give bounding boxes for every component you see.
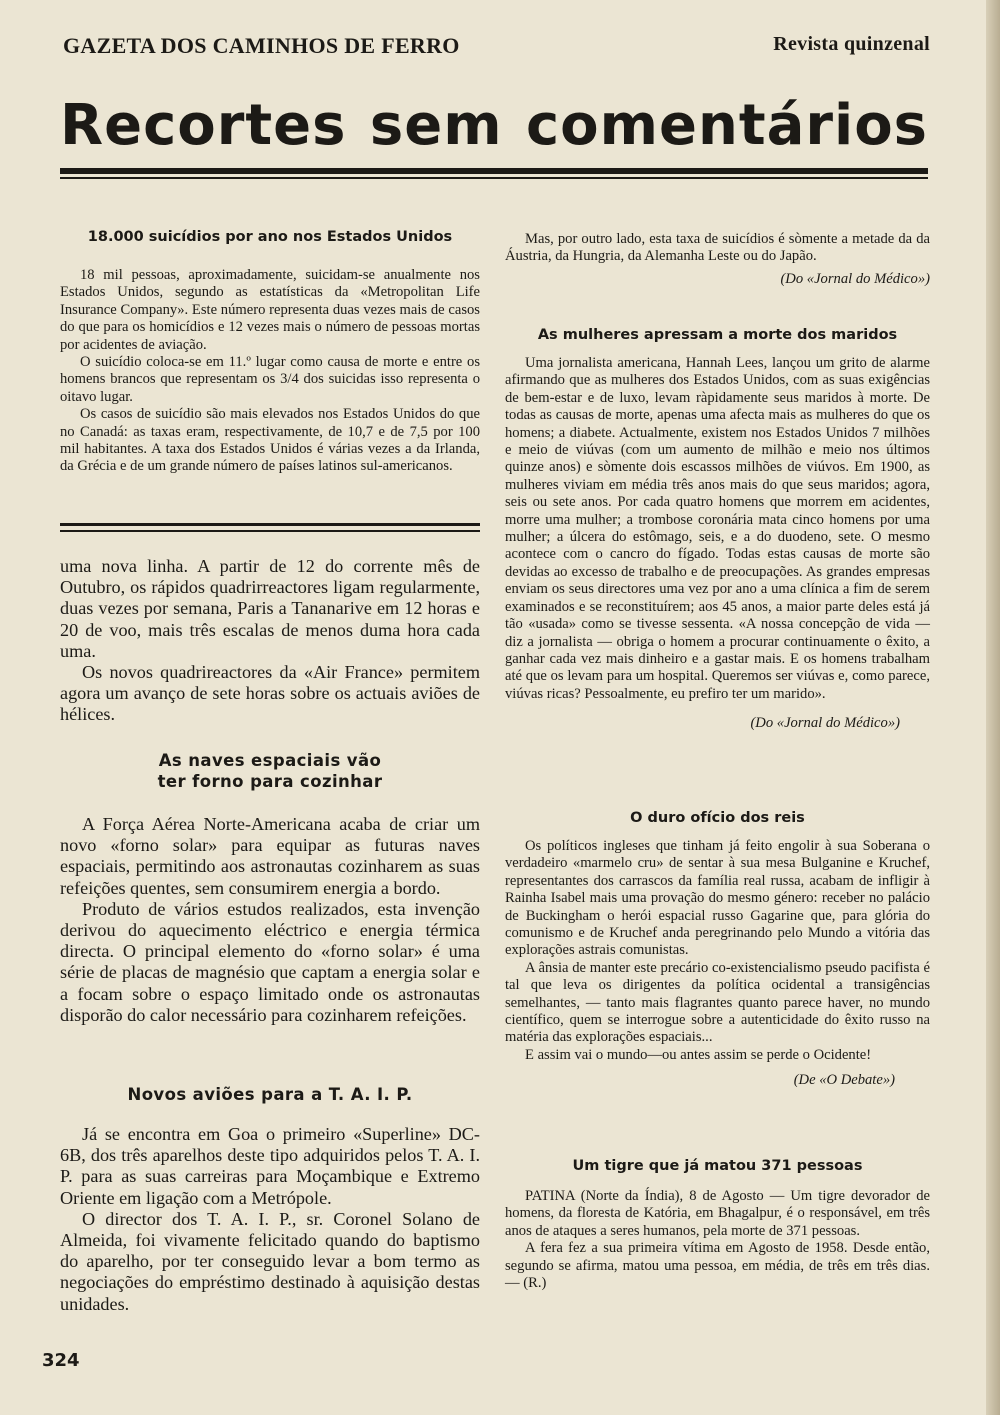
masthead-rule-thin	[60, 177, 928, 179]
article-space-ovens	[60, 750, 480, 1026]
section-title: Recortes sem comentários	[60, 93, 928, 158]
article-title: O duro ofício dos reis	[630, 810, 805, 826]
article-title: Um tigre que já matou 371 pessoas	[572, 1158, 863, 1174]
article-paragraph: Os casos de suicídio são mais elevados nos Estados Unidos do que no Canadá: as taxas eram, respectivamente, de 10,7 e de 7,5 por 100 mil habitantes. A taxa dos Estados Unidos é várias vezes a da Irlanda, da Grécia e de um grande número de países latinos sul-americanos.	[60, 406, 480, 475]
article-paragraph: Já se encontra em Goa o primeiro «Superline» DC-6B, dos três aparelhos deste tipo adquiridos pelos T. A. I. P. para as suas carreiras para Moçambique e Extremo Oriente em ligação com a Metrópole.	[60, 1124, 480, 1208]
article-suicides	[60, 229, 480, 476]
article-paragraph: Uma jornalista americana, Hannah Lees, lançou um grito de alarme afirmando que as mulheres dos Estados Unidos, com as suas exigências de bem-estar e de luxo, levam ràpidamente seus maridos à morte. De todas as causas de morte, apenas uma afecta mais as mulheres do que os homens; a diabete. Actualmente, existem nos Estados Unidos 7 milhões e meio de viúvas (com um aumento de milhão e meio nos últimos quinze anos) e sòmente dois escassos milhões de viúvos. Em 1900, as mulheres viviam em média três anos mais do que seus maridos; agora, seis ou sete anos. Por cada quatro homens que morrem em acidentes, morre uma mulher; a trombose coronária mata cinco homens por uma mulher; a úlcera do estômago, seis, e a do duodeno, sete. O mesmo acontece com o cancro do fígado. Todas estas causas de morte são devidas ao excesso de trabalho e de preocupações. As grandes empresas enviam os seus directores uma vez por ano a uma clínica a fim de serem examinados e se reconstituírem; aos 45 anos, a maior parte deles está já tão «usada» como se tivesse sessenta. «A nossa concepção de vida — diz a jornalista — obriga o homem a procurar continuamente o êxito, a ganhar cada vez mais dinheiro e a gastar mais. E os homens trabalham até que os levam para um hospital. Queremos ser viúvas e, como parece, viúvas ricas? Pessoalmente, eu prefiro ter um marido».	[505, 355, 930, 702]
article-paragraph: A Força Aérea Norte-Americana acaba de criar um novo «forno solar» para equipar as futuras naves espaciais, permitindo aos astronautas cozinharem as suas refeições quentes, sem consumirem energia a bordo.	[60, 814, 480, 898]
article-paragraph: Os novos quadrireactores da «Air France» permitem agora um avanço de sete horas sobre os actuais aviões de hélices.	[60, 662, 480, 725]
article-paragraph: PATINA (Norte da Índia), 8 de Agosto — Um tigre devorador de homens, da floresta de Katória, em Bhagalpur, é o responsável, em três anos de ataques a seres humanos, pela morte de 371 pessoas.	[505, 1188, 930, 1239]
column-separator-thin	[60, 530, 480, 532]
article-paragraph: O suicídio coloca-se em 11.º lugar como causa de morte e entre os homens brancos que representam os 3/4 dos suicidas isso representa o oitavo lugar.	[60, 354, 480, 405]
article-taip	[60, 1084, 480, 1315]
publication-frequency: Revista quinzenal	[773, 33, 930, 55]
article-paragraph: A ânsia de manter este precário co-existencialismo pseudo pacifista é tal que leva os dirigentes da política ocidental a transigências semelhantes, — tanto mais flagrantes quanto parece haver, no mundo científico, quem se interrogue sobre a autenticidade do êxito russo na matéria das explorações espaciais...	[505, 959, 930, 1046]
article-air-france	[60, 556, 480, 726]
article-title: 18.000 suicídios por ano nos Estados Unidos	[87, 229, 453, 245]
article-paragraph: 18 mil pessoas, aproximadamente, suicidam-se anualmente nos Estados Unidos, segundo as estatísticas da «Metropolitan Life Insurance Company». Este número representa duas vezes mais de casos do que para os homicídios e 12 vezes mais o número de pessoas mortas por acidentes de aviação.	[60, 267, 480, 353]
article-paragraph: A fera fez a sua primeira vítima em Agosto de 1958. Desde então, segundo se afirma, matou uma pessoa, em média, de três em três dias. — (R.)	[505, 1240, 930, 1292]
article-paragraph: Mas, por outro lado, esta taxa de suicídios é sòmente a metade da da Áustria, da Hungria, da Alemanha Leste ou do Japão.	[505, 231, 930, 265]
column-separator-thick	[60, 523, 480, 526]
article-source: (De «O Debate»)	[793, 1072, 895, 1089]
article-tiger	[505, 1158, 930, 1292]
article-suicides-continued	[505, 231, 930, 288]
page-number: 324	[42, 1350, 80, 1371]
article-source: (Do «Jornal do Médico»)	[750, 715, 900, 732]
article-paragraph: Produto de vários estudos realizados, esta invenção derivou do aquecimento eléctrico e energia térmica directa. O principal elemento do «forno solar» é uma série de placas de magnésio que captam a energia solar e a focam sobre o espaço limitado onde os astronautas disporão do calor necessário para cozinharem refeições.	[60, 898, 480, 1025]
article-paragraph: uma nova linha. A partir de 12 do corrente mês de Outubro, os rápidos quadrirreactores ligam regularmente, duas vezes por semana, Paris a Tananarive em 12 horas e 20 de voo, mais três escalas de menos duma hora cada uma.	[60, 556, 480, 661]
article-title: As naves espaciais vão	[158, 751, 382, 770]
masthead-rule-thick	[60, 168, 928, 174]
page-edge	[986, 0, 1000, 1415]
article-title: Novos aviões para a T. A. I. P.	[127, 1085, 413, 1104]
article-kings	[505, 810, 930, 1090]
article-source: (Do «Jornal do Médico»)	[780, 270, 930, 287]
article-paragraph: Os políticos ingleses que tinham já feito engolir à sua Soberana o verdadeiro «marmelo cru» de sentar à sua mesa Bulganine e Kruchef, representantes dos carrascos da família real russa, acabam de infligir à Rainha Isabel mais uma provação do mesmo género: receber no palácio de Buckingham o herói espacial russo Gagarine que, para glória do comunismo e de Kruchef anda peregrinando pelo Mundo a vitória das explorações astrais comunistas.	[505, 838, 930, 959]
article-wives	[505, 327, 930, 733]
article-title: ter forno para cozinhar	[157, 772, 383, 791]
article-paragraph: O director dos T. A. I. P., sr. Coronel Solano de Almeida, foi vivamente felicitado quando do baptismo do aparelho, por ter conseguido levar a bom termo as negociações do empréstimo destinado à aquisição destas unidades.	[60, 1208, 480, 1314]
article-paragraph: E assim vai o mundo—ou antes assim se perde o Ocidente!	[525, 1046, 872, 1063]
article-title: As mulheres apressam a morte dos maridos	[537, 327, 898, 343]
publication-name: GAZETA DOS CAMINHOS DE FERRO	[63, 33, 460, 58]
